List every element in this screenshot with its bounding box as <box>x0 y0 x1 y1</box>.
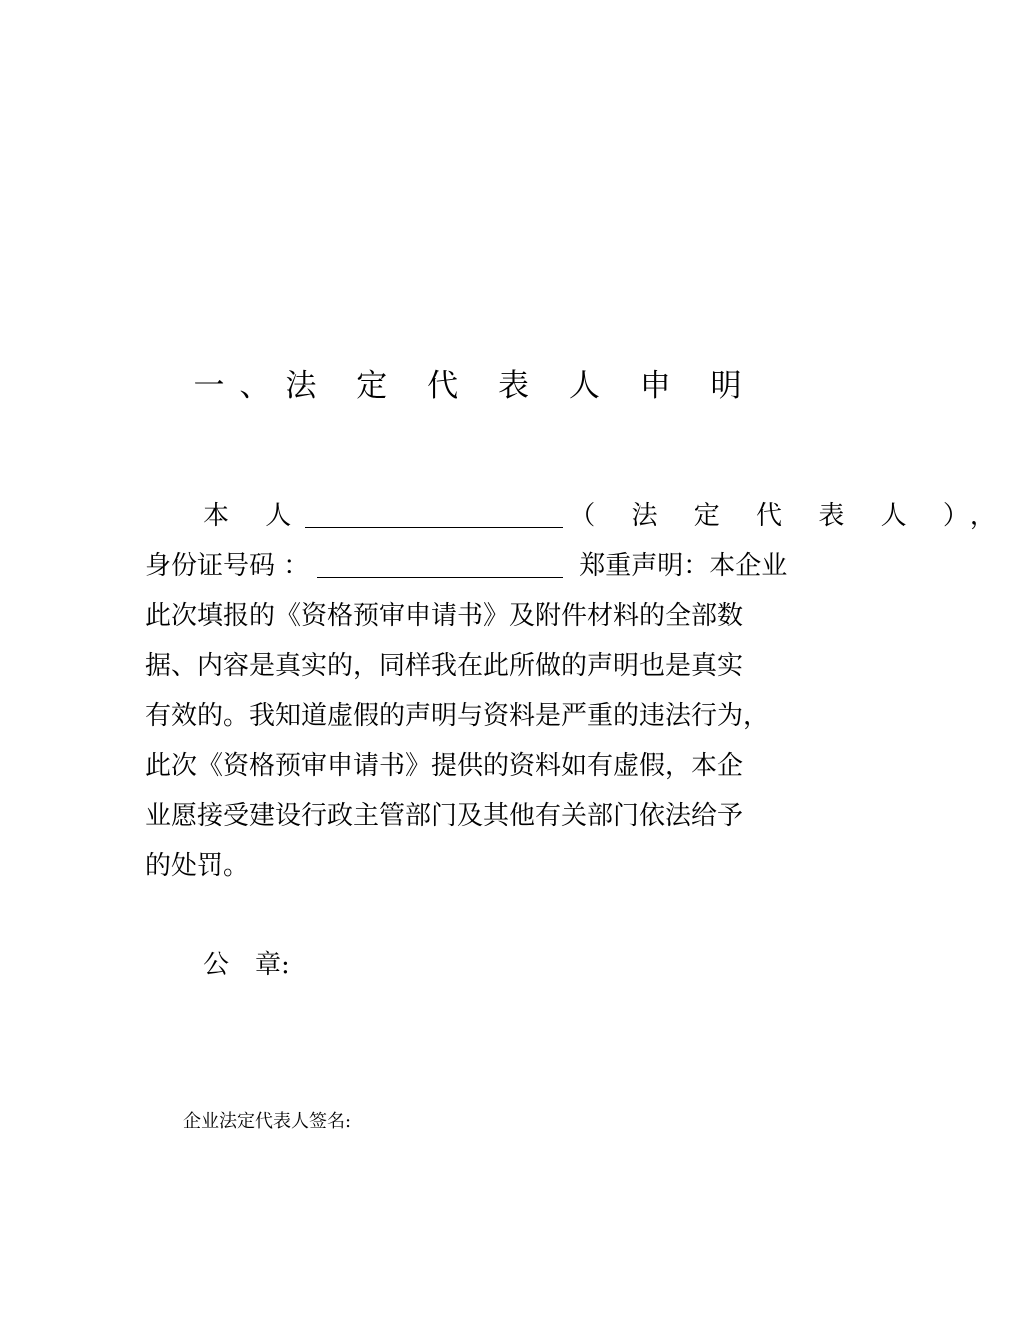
declaration-line-7: 业愿接受建设行政主管部门及其他有关部门依法给予 <box>145 801 744 831</box>
declaration-line-4: 据、内容是真实的，同样我在此所做的声明也是真实 <box>145 651 744 681</box>
page-title: 一、法 定 代 表 人 申 明 <box>193 368 757 404</box>
declaration-line-2-suffix: 郑重声明：本企业 <box>579 551 788 581</box>
declaration-line-6: 此次《资格预审申请书》提供的资料如有虚假，本企 <box>145 751 744 781</box>
seal-label: 公 章: <box>203 950 290 980</box>
representative-suffix: （ 法 定 代 表 人 ）， <box>569 501 1010 531</box>
declaration-line-8: 的处罚。 <box>145 851 250 881</box>
signature-label: 企业法定代表人签名: <box>183 1111 352 1132</box>
declarant-prefix: 本 人 <box>203 501 306 531</box>
declaration-line-3: 此次填报的《资格预审申请书》及附件材料的全部数 <box>145 601 744 631</box>
id-number-blank <box>317 547 563 578</box>
id-number-label: 身份证号码 ： <box>145 551 310 581</box>
declaration-line-2 <box>145 541 787 591</box>
representative-name-blank <box>305 497 563 528</box>
declaration-line-1 <box>203 491 1010 541</box>
declaration-line-5: 有效的。我知道虚假的声明与资料是严重的违法行为， <box>145 701 770 731</box>
